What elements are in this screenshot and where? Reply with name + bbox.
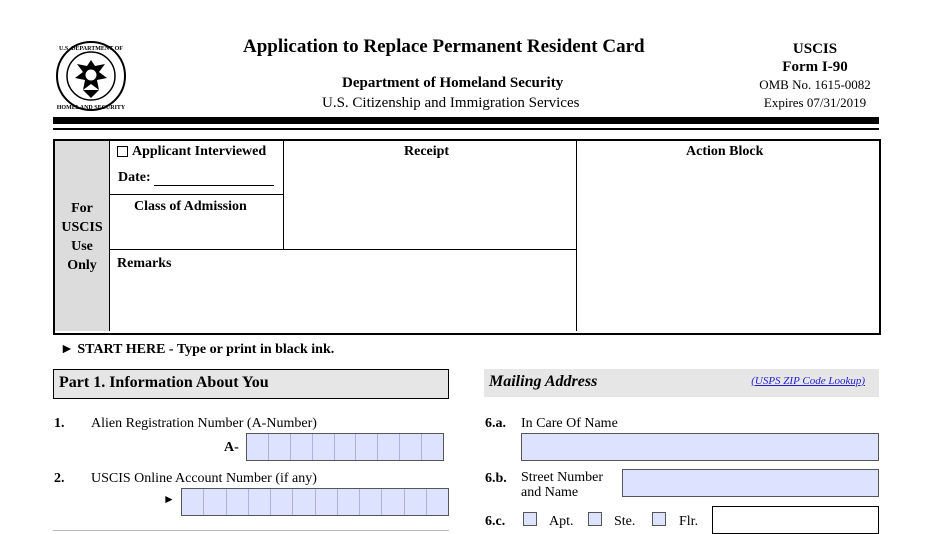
usps-zip-lookup-link[interactable]: (USPS ZIP Code Lookup) <box>751 375 865 387</box>
office-use-side-label: For USCIS Use Only <box>55 141 110 331</box>
divider <box>109 249 576 250</box>
svg-text:U.S. DEPARTMENT OF: U.S. DEPARTMENT OF <box>59 46 123 52</box>
agency-short: USCIS <box>792 41 838 57</box>
ste-checkbox[interactable] <box>588 512 602 526</box>
office-use-box <box>53 139 881 335</box>
q6b-label: Street Number and Name <box>521 470 604 500</box>
mailing-address-header: Mailing Address (USPS ZIP Code Lookup) <box>484 369 879 397</box>
street-number-name-input[interactable] <box>622 469 879 497</box>
start-here-instruction: ► START HERE - Type or print in black ink. <box>60 342 335 357</box>
arrow-icon: ► <box>163 492 175 506</box>
form-number: Form I-90 <box>782 59 848 75</box>
form-title: Application to Replace Permanent Resident Card <box>243 36 645 57</box>
q1-number: 1. <box>54 416 65 431</box>
dhs-seal-icon <box>53 40 129 112</box>
in-care-of-name-input[interactable] <box>521 433 879 461</box>
apt-checkbox[interactable] <box>523 512 537 526</box>
q6a-label: In Care Of Name <box>521 416 618 431</box>
q6b-number: 6.b. <box>485 471 507 486</box>
uscis-account-number-input[interactable] <box>181 488 449 516</box>
unit-number-input[interactable] <box>712 506 879 534</box>
svg-text:HOMELAND SECURITY: HOMELAND SECURITY <box>56 105 126 111</box>
action-block-label: Action Block <box>686 144 764 159</box>
department-name: Department of Homeland Security <box>342 75 564 91</box>
form-info <box>740 40 890 112</box>
applicant-interviewed-row[interactable]: Applicant Interviewed <box>117 144 266 160</box>
class-of-admission-label: Class of Admission <box>134 199 247 214</box>
header-divider-thick <box>53 117 879 124</box>
q2-number: 2. <box>54 471 65 486</box>
a-number-input[interactable] <box>246 433 444 461</box>
omb-number: OMB No. 1615-0082 <box>759 77 871 92</box>
divider <box>283 141 284 249</box>
apt-label: Apt. <box>549 514 574 529</box>
header-divider-thin <box>53 128 879 130</box>
flr-label: Flr. <box>679 514 699 529</box>
a-number-prefix: A- <box>224 440 239 455</box>
divider <box>576 141 577 331</box>
agency-name: U.S. Citizenship and Immigration Services <box>322 95 580 111</box>
applicant-interviewed-checkbox[interactable] <box>117 146 128 157</box>
date-line[interactable] <box>154 185 274 186</box>
divider <box>53 530 449 531</box>
divider <box>109 194 283 195</box>
q2-label: USCIS Online Account Number (if any) <box>91 471 317 486</box>
receipt-label: Receipt <box>404 144 450 159</box>
flr-checkbox[interactable] <box>652 512 666 526</box>
q6c-number: 6.c. <box>485 514 506 529</box>
date-label: Date: <box>118 170 151 185</box>
ste-label: Ste. <box>614 514 636 529</box>
expiration-date: Expires 07/31/2019 <box>763 95 867 110</box>
q1-label: Alien Registration Number (A-Number) <box>91 416 317 431</box>
part1-header: Part 1. Information About You <box>53 369 449 399</box>
remarks-label: Remarks <box>117 256 172 271</box>
q6a-number: 6.a. <box>485 416 506 431</box>
